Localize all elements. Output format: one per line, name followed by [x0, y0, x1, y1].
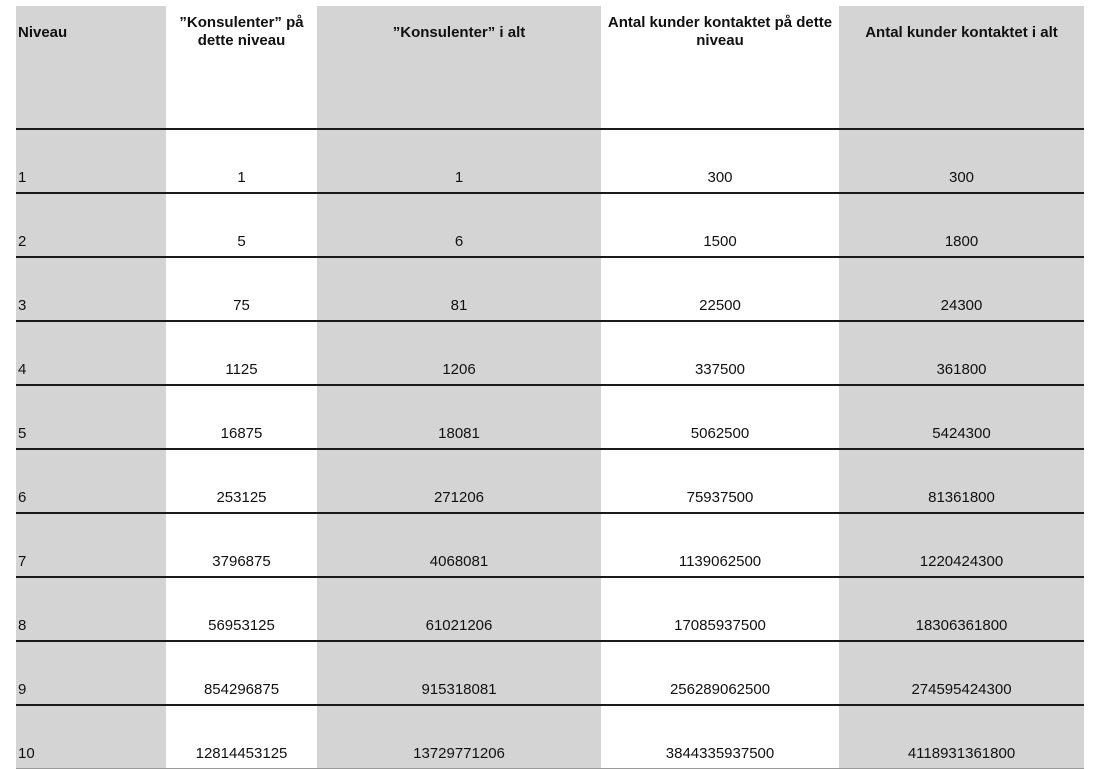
- cell-consultants-total: 6: [317, 193, 601, 257]
- cell-consultants-total: 1206: [317, 321, 601, 385]
- table-row: [16, 385, 1084, 449]
- cell-consultants-total: 1: [317, 129, 601, 193]
- cell-consultants-total: 18081: [317, 385, 601, 449]
- cell-consultants-this-level: 1125: [166, 321, 317, 385]
- cell-customers-this-level: 1139062500: [601, 513, 839, 577]
- header-customers-this-level: Antal kunder kontaktet på dette niveau: [601, 6, 839, 129]
- cell-customers-this-level: 256289062500: [601, 641, 839, 705]
- cell-consultants-this-level: 75: [166, 257, 317, 321]
- cell-customers-total: 1800: [839, 193, 1084, 257]
- table-row: [16, 513, 1084, 577]
- consultant-growth-table: [16, 6, 1084, 769]
- cell-customers-this-level: 300: [601, 129, 839, 193]
- table-row: [16, 193, 1084, 257]
- cell-niveau: 4: [16, 321, 166, 385]
- cell-niveau: 1: [16, 129, 166, 193]
- header-consultants-this-level: ”Konsulenter” på dette niveau: [166, 6, 317, 129]
- table-row: [16, 705, 1084, 769]
- cell-customers-this-level: 75937500: [601, 449, 839, 513]
- cell-customers-this-level: 5062500: [601, 385, 839, 449]
- table-row: [16, 257, 1084, 321]
- cell-consultants-total: 915318081: [317, 641, 601, 705]
- cell-customers-total: 5424300: [839, 385, 1084, 449]
- cell-consultants-total: 4068081: [317, 513, 601, 577]
- cell-customers-this-level: 17085937500: [601, 577, 839, 641]
- cell-customers-this-level: 22500: [601, 257, 839, 321]
- cell-customers-total: 81361800: [839, 449, 1084, 513]
- cell-niveau: 8: [16, 577, 166, 641]
- table-row: [16, 577, 1084, 641]
- cell-consultants-this-level: 5: [166, 193, 317, 257]
- cell-niveau: 3: [16, 257, 166, 321]
- header-consultants-total: ”Konsulenter” i alt: [317, 6, 601, 129]
- cell-consultants-this-level: 3796875: [166, 513, 317, 577]
- data-table-container: [16, 6, 1084, 769]
- cell-niveau: 6: [16, 449, 166, 513]
- cell-niveau: 2: [16, 193, 166, 257]
- cell-consultants-this-level: 12814453125: [166, 705, 317, 769]
- cell-consultants-this-level: 854296875: [166, 641, 317, 705]
- table-row: [16, 129, 1084, 193]
- cell-consultants-total: 13729771206: [317, 705, 601, 769]
- cell-customers-total: 1220424300: [839, 513, 1084, 577]
- cell-consultants-this-level: 56953125: [166, 577, 317, 641]
- table-row: [16, 449, 1084, 513]
- header-customers-total: Antal kunder kontaktet i alt: [839, 6, 1084, 129]
- cell-customers-this-level: 1500: [601, 193, 839, 257]
- cell-consultants-this-level: 16875: [166, 385, 317, 449]
- header-niveau: Niveau: [16, 6, 166, 129]
- cell-customers-this-level: 337500: [601, 321, 839, 385]
- cell-niveau: 5: [16, 385, 166, 449]
- cell-consultants-total: 61021206: [317, 577, 601, 641]
- cell-consultants-this-level: 253125: [166, 449, 317, 513]
- table-row: [16, 321, 1084, 385]
- cell-customers-total: 18306361800: [839, 577, 1084, 641]
- cell-customers-total: 361800: [839, 321, 1084, 385]
- cell-customers-total: 274595424300: [839, 641, 1084, 705]
- cell-customers-total: 4118931361800: [839, 705, 1084, 769]
- cell-consultants-total: 81: [317, 257, 601, 321]
- table-row: [16, 641, 1084, 705]
- cell-niveau: 7: [16, 513, 166, 577]
- cell-consultants-total: 271206: [317, 449, 601, 513]
- cell-customers-total: 24300: [839, 257, 1084, 321]
- table-header-row: [16, 6, 1084, 129]
- cell-niveau: 9: [16, 641, 166, 705]
- cell-customers-total: 300: [839, 129, 1084, 193]
- cell-customers-this-level: 3844335937500: [601, 705, 839, 769]
- cell-niveau: 10: [16, 705, 166, 769]
- cell-consultants-this-level: 1: [166, 129, 317, 193]
